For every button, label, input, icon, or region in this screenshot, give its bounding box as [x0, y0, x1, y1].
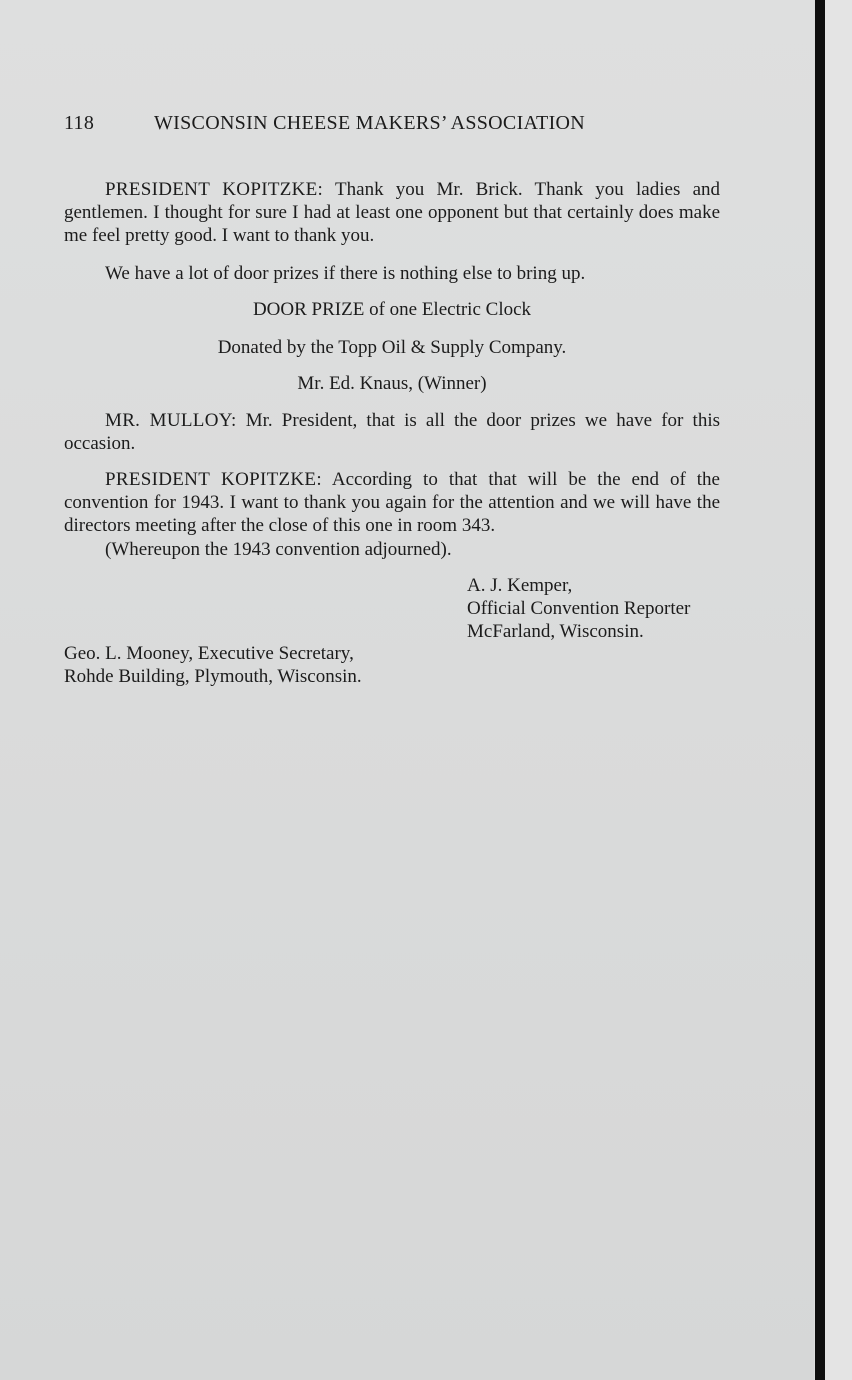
paragraph-kopitzke-thanks	[64, 178, 720, 247]
secretary-address: Rohde Building, Plymouth, Wisconsin.	[64, 666, 362, 687]
paragraph-text: According to that that will be the end of the convention for 1943. I want to thank you again for the attention and we will have the directors meeting after the close of this one in room 343.	[64, 469, 720, 536]
speaker-name: MR. MULLOY:	[105, 410, 237, 431]
speaker-name: PRESIDENT KOPITZKE:	[105, 469, 322, 490]
page-edge-margin	[825, 0, 852, 1380]
paragraph-text: Thank you Mr. Brick. Thank you ladies and gentlemen. I thought for sure I had at least one opponent but that certainly does make me feel pretty good. I want to thank you.	[64, 179, 721, 246]
paragraph-text: We have a lot of door prizes if there is nothing else to bring up.	[105, 263, 586, 284]
reporter-signature	[467, 574, 690, 643]
speaker-name: PRESIDENT KOPITZKE:	[105, 179, 324, 200]
door-prize-donor: Donated by the Topp Oil & Supply Company.	[217, 337, 567, 358]
secretary-signature	[64, 642, 362, 688]
page-number: 118	[64, 112, 95, 134]
secretary-name: Geo. L. Mooney, Executive Secretary,	[64, 643, 354, 664]
running-header	[64, 112, 724, 135]
paragraph-text: Mr. President, that is all the door prizes we have for this occasion.	[64, 410, 720, 454]
reporter-title: Official Convention Reporter	[467, 598, 691, 619]
paragraph-adjourned	[64, 538, 720, 561]
paragraph-mulloy	[64, 409, 720, 455]
door-prize-line: DOOR PRIZE of one Electric Clock	[252, 299, 532, 320]
paragraph-kopitzke-closing	[64, 468, 720, 537]
reporter-name: A. J. Kemper,	[467, 575, 573, 596]
running-title: WISCONSIN CHEESE MAKERS’ ASSOCIATION	[154, 112, 586, 134]
paragraph-text: (Whereupon the 1943 convention adjourned).	[105, 539, 452, 560]
reporter-location: McFarland, Wisconsin.	[467, 621, 644, 642]
paragraph-door-prizes-intro	[64, 262, 720, 285]
door-prize-winner: Mr. Ed. Knaus, (Winner)	[297, 373, 487, 394]
page-edge-shadow	[815, 0, 825, 1380]
